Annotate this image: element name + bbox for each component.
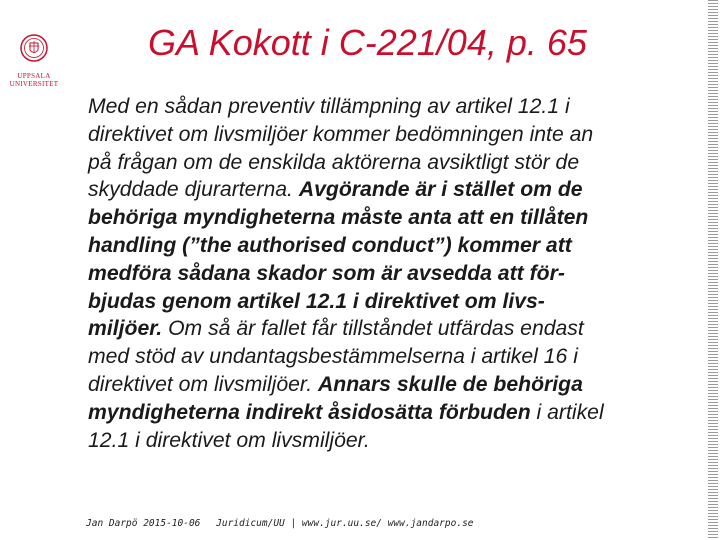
body-line bbox=[88, 176, 688, 204]
bold-segment: medföra sådana skador som är avsedda att för- bbox=[88, 261, 565, 285]
text-segment: skyddade djurarterna. bbox=[88, 178, 299, 202]
footer-author: Jan Darpö 2015-10-06 bbox=[86, 518, 201, 529]
text-segment: Om så är fallet får tillståndet utfärdas endast bbox=[162, 317, 584, 341]
body-line bbox=[88, 399, 688, 427]
seal-icon bbox=[19, 30, 49, 70]
bold-segment: Avgörande är i stället om de bbox=[298, 178, 583, 202]
footer-affiliation: Juridicum/UU | www.jur.uu.se/ www.jandarpo.se bbox=[216, 518, 474, 529]
body-line bbox=[88, 371, 688, 399]
footer bbox=[86, 518, 484, 529]
text-segment: med stöd av undantagsbestämmelserna i artikel 16 i bbox=[88, 345, 578, 369]
bold-segment: miljöer. bbox=[88, 317, 163, 341]
text-segment: i artikel bbox=[530, 400, 604, 424]
text-segment: direktivet om livsmiljöer. bbox=[88, 372, 318, 396]
body-line bbox=[88, 149, 688, 177]
bold-segment: myndigheterna indirekt åsidosätta förbuden bbox=[88, 400, 531, 424]
body-line bbox=[88, 288, 688, 316]
bold-segment: behöriga myndigheterna måste anta att en tillåten bbox=[88, 206, 589, 230]
text-segment: direktivet om livsmiljöer kommer bedömningen inte an bbox=[88, 122, 594, 146]
body-line bbox=[88, 121, 688, 149]
bold-segment: Annars skulle de behöriga bbox=[317, 372, 583, 396]
body-text bbox=[88, 93, 688, 454]
body-line bbox=[88, 427, 688, 455]
bold-segment: handling (”the authorised conduct”) kommer att bbox=[88, 233, 572, 257]
body-line bbox=[88, 93, 688, 121]
body-line bbox=[88, 260, 688, 288]
body-line bbox=[88, 204, 688, 232]
logo-line-1: UPPSALA bbox=[17, 72, 51, 80]
logo-text bbox=[6, 72, 62, 88]
text-segment: 12.1 i direktivet om livsmiljöer. bbox=[88, 428, 370, 452]
body-line bbox=[88, 232, 688, 260]
right-border-decoration bbox=[708, 0, 718, 540]
university-logo bbox=[6, 30, 62, 96]
logo-line-2: UNIVERSITET bbox=[9, 80, 59, 88]
text-segment: Med en sådan preventiv tillämpning av artikel 12.1 i bbox=[88, 95, 570, 118]
body-line bbox=[88, 343, 688, 371]
text-segment: på frågan om de enskilda aktörerna avsiktligt stör de bbox=[88, 150, 580, 174]
slide-title: GA Kokott i C-221/04, p. 65 bbox=[148, 22, 587, 63]
bold-segment: bjudas genom artikel 12.1 i direktivet om livs- bbox=[88, 289, 545, 313]
body-line bbox=[88, 315, 688, 343]
